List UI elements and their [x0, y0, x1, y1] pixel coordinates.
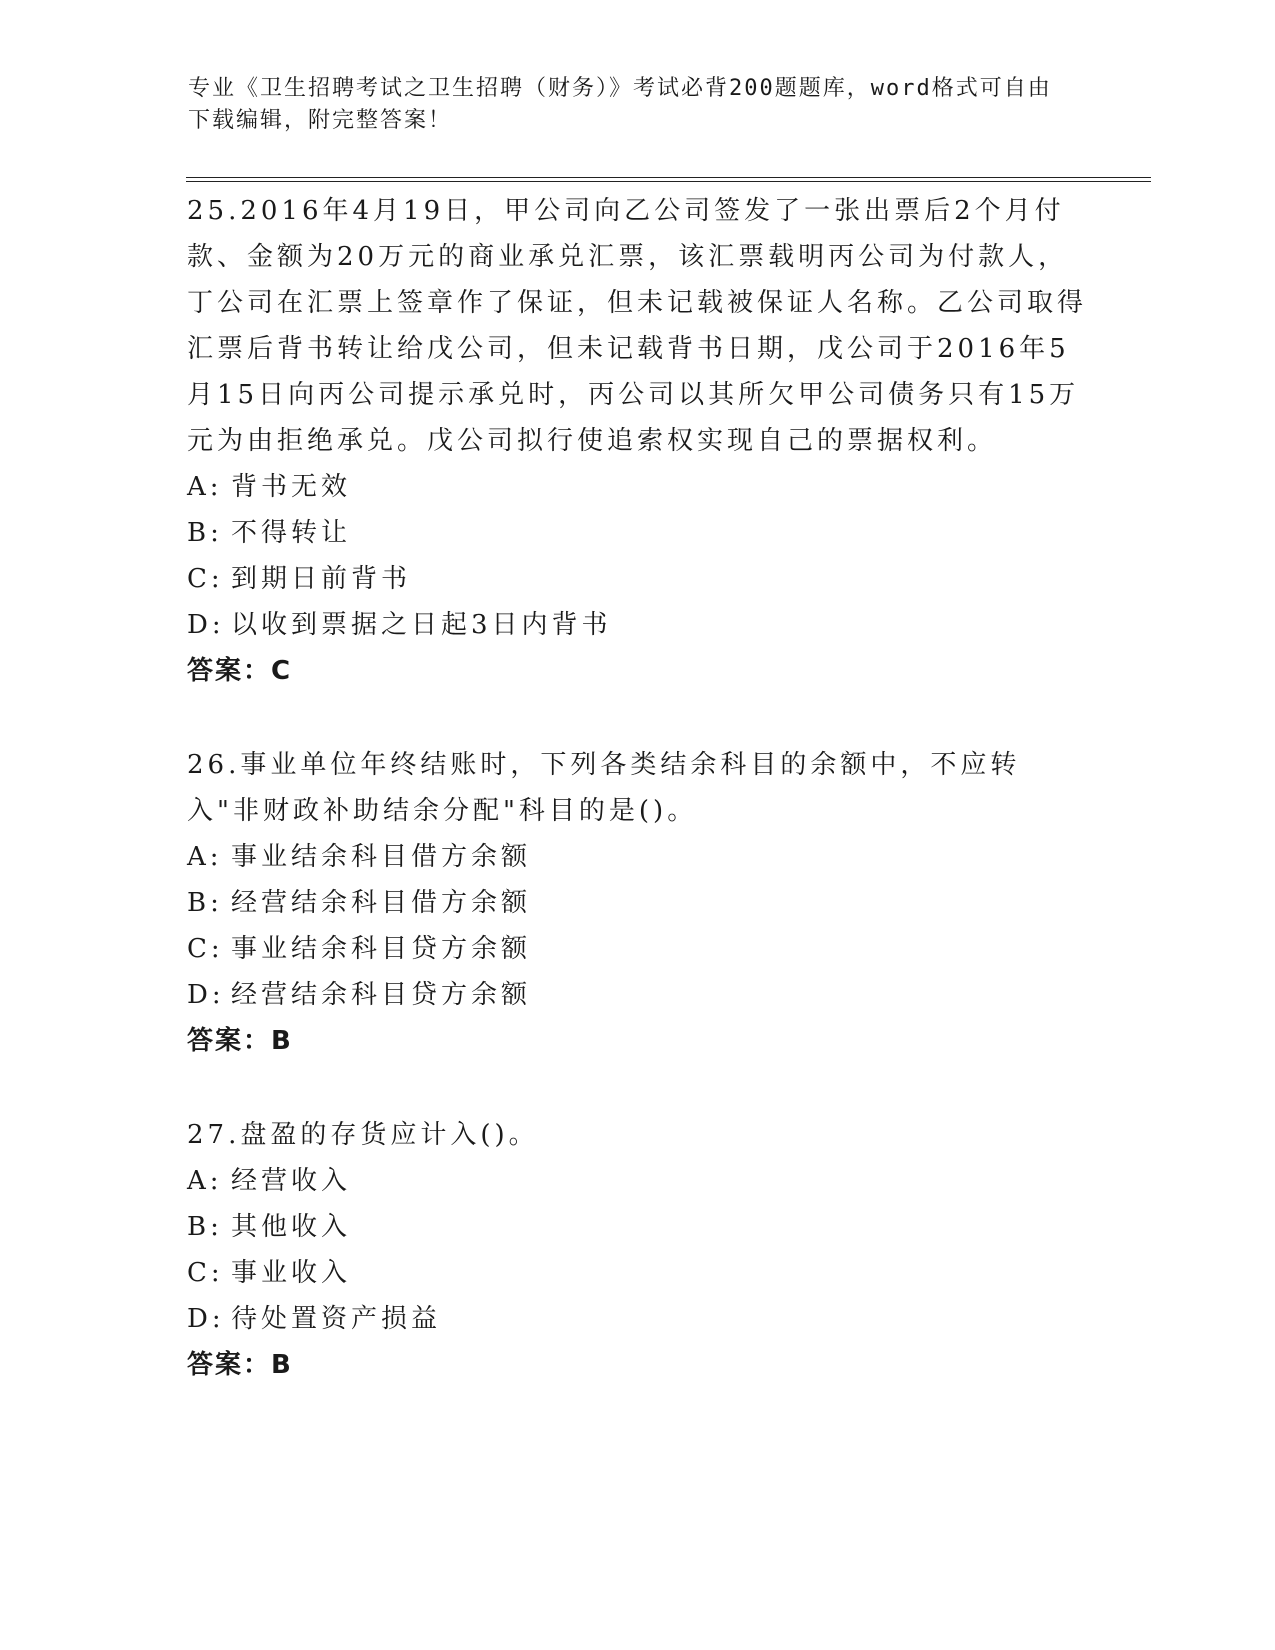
question-27 [187, 1112, 1087, 1388]
option-letter: A: [187, 472, 223, 502]
option-d [187, 602, 1087, 648]
option-letter: A: [187, 1166, 223, 1196]
option-d [187, 972, 1087, 1018]
option-d [187, 1296, 1087, 1342]
option-letter: B: [187, 888, 223, 918]
option-letter: C: [187, 934, 224, 964]
option-c [187, 926, 1087, 972]
question-stem: 25.2016年4月19日，甲公司向乙公司签发了一张出票后2个月付款、金额为20万元的商业承兑汇票，该汇票载明丙公司为付款人，丁公司在汇票上签章作了保证，但未记载被保证人名称。乙公司取得汇票后背书转让给戊公司，但未记载背书日期，戊公司于2016年5月15日向丙公司提示承兑时，丙公司以其所欠甲公司债务只有15万元为由拒绝承兑。戊公司拟行使追索权实现自己的票据权利。 [187, 196, 1088, 456]
option-letter: A: [187, 842, 223, 872]
option-c [187, 556, 1087, 602]
option-text: 到期日前背书 [231, 564, 412, 594]
option-a [187, 1158, 1087, 1204]
option-text: 事业结余科目贷方余额 [231, 934, 532, 964]
question-26 [187, 742, 1087, 1064]
option-text: 经营结余科目贷方余额 [231, 980, 532, 1010]
option-letter: D: [187, 610, 225, 640]
option-text: 经营收入 [231, 1166, 352, 1196]
question-25 [187, 188, 1087, 694]
option-text: 事业收入 [231, 1258, 352, 1288]
answer-label: 答案：B [187, 1350, 293, 1380]
option-a [187, 834, 1087, 880]
option-text: 经营结余科目借方余额 [231, 888, 532, 918]
option-text: 待处置资产损益 [231, 1304, 442, 1334]
option-a [187, 464, 1087, 510]
option-text: 背书无效 [231, 472, 352, 502]
option-letter: B: [187, 1212, 223, 1242]
option-b [187, 1204, 1087, 1250]
option-b [187, 880, 1087, 926]
option-text: 事业结余科目借方余额 [231, 842, 532, 872]
header-divider [186, 177, 1151, 182]
option-letter: D: [187, 1304, 225, 1334]
question-stem: 26.事业单位年终结账时，下列各类结余科目的余额中，不应转入"非财政补助结余分配"科目的是()。 [187, 750, 1021, 826]
option-text: 不得转让 [231, 518, 352, 548]
option-letter: D: [187, 980, 225, 1010]
answer-label: 答案：B [187, 1026, 293, 1056]
option-c [187, 1250, 1087, 1296]
question-list [187, 188, 1087, 1436]
question-stem: 27.盘盈的存货应计入()。 [187, 1120, 539, 1150]
option-text: 以收到票据之日起3日内背书 [231, 610, 612, 640]
answer-label: 答案：C [187, 656, 293, 686]
option-letter: C: [187, 1258, 224, 1288]
option-letter: C: [187, 564, 224, 594]
option-b [187, 510, 1087, 556]
page-header: 专业《卫生招聘考试之卫生招聘（财务）》考试必背200题题库，word格式可自由下载编辑，附完整答案！ [188, 76, 1052, 133]
option-text: 其他收入 [231, 1212, 352, 1242]
option-letter: B: [187, 518, 223, 548]
